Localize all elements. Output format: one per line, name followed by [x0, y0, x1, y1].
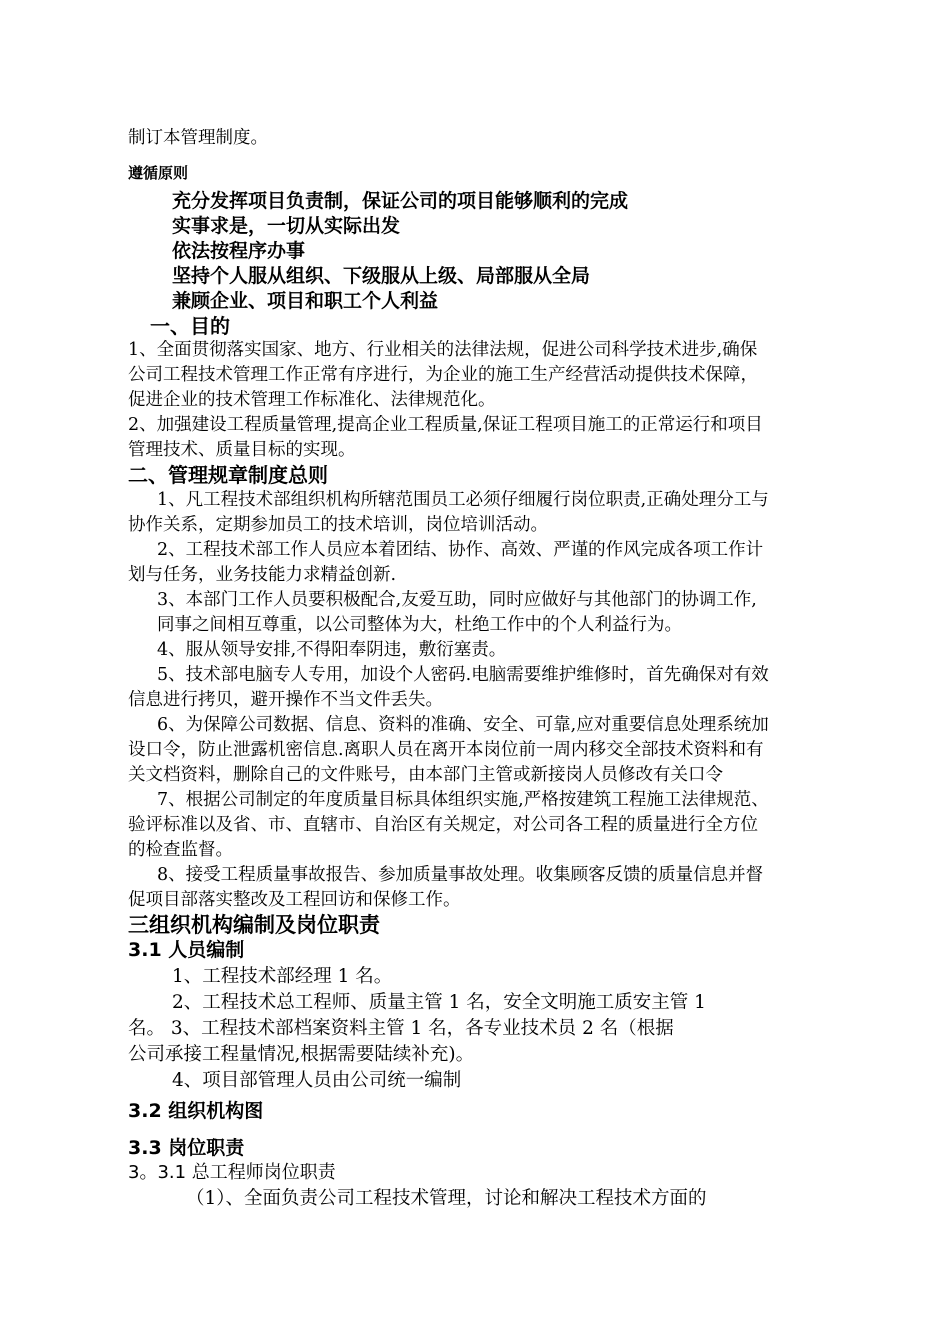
section2-line: 协作关系，定期参加员工的技术培训，岗位培训活动。 — [128, 515, 548, 535]
section1-line: 1、全面贯彻落实国家、地方、行业相关的法律法规，促进公司科学技术进步,确保 — [128, 340, 758, 360]
section2-line: 同事之间相互尊重，以公司整体为大，杜绝工作中的个人利益行为。 — [157, 615, 682, 635]
section3-3-1-item: 3。3.1 总工程师岗位职责 — [128, 1162, 336, 1183]
section2-line: 关文档资料，删除自己的文件账号，由本部门主管或新接岗人员修改有关口令 — [128, 765, 723, 785]
section2-line: 1、凡工程技术部组织机构所辖范围员工必须仔细履行岗位职责,正确处理分工与 — [157, 490, 769, 510]
section1-line: 促进企业的技术管理工作标准化、法律规范化。 — [128, 390, 496, 410]
section1-heading: 一、目的 — [150, 314, 230, 338]
section2-line: 4、服从领导安排,不得阳奉阴违，敷衍塞责。 — [157, 640, 507, 660]
section2-line: 划与任务，业务技能力求精益创新. — [128, 565, 397, 585]
staffing-line: 2、工程技术总工程师、质量主管 1 名，安全文明施工质安主管 1 — [172, 992, 706, 1013]
principle-item: 依法按程序办事 — [172, 240, 306, 262]
section1-line: 2、加强建设工程质量管理,提高企业工程质量,保证工程项目施工的正常运行和项目 — [128, 415, 763, 435]
section2-line: 验评标准以及省、市、直辖市、自治区有关规定，对公司各工程的质量进行全方位 — [128, 815, 758, 835]
section2-line: 设口令，防止泄露机密信息.离职人员在离开本岗位前一周内移交全部技术资料和有 — [128, 740, 764, 760]
principle-item: 坚持个人服从组织、下级服从上级、局部服从全局 — [172, 265, 591, 287]
section2-line: 7、根据公司制定的年度质量目标具体组织实施,严格按建筑工程施工法律规范、 — [157, 790, 769, 810]
staffing-line: 1、工程技术部经理 1 名。 — [172, 966, 393, 987]
staffing-line: 名。 3、工程技术部档案资料主管 1 名，各专业技术员 2 名（根据 — [128, 1018, 674, 1039]
section3-1-heading: 3.1 人员编制 — [128, 939, 245, 961]
section2-line: 3、本部门工作人员要积极配合,友爱互助，同时应做好与其他部门的协调工作, — [157, 590, 757, 610]
duty-line: （1）、全面负责公司工程技术管理，讨论和解决工程技术方面的 — [186, 1188, 707, 1209]
section1-line: 公司工程技术管理工作正常有序进行，为企业的施工生产经营活动提供技术保障， — [128, 365, 758, 385]
staffing-line: 4、项目部管理人员由公司统一编制 — [172, 1070, 462, 1091]
intro-text: 制订本管理制度。 — [128, 128, 268, 148]
section2-line: 2、工程技术部工作人员应本着团结、协作、高效、严谨的作风完成各项工作计 — [157, 540, 764, 560]
section2-line: 信息进行拷贝，避开操作不当文件丢失。 — [128, 690, 443, 710]
section3-3-heading: 3.3 岗位职责 — [128, 1137, 245, 1159]
section2-line: 促项目部落实整改及工程回访和保修工作。 — [128, 890, 461, 910]
section3-heading: 三组织机构编制及岗位职责 — [128, 913, 380, 937]
principle-item: 充分发挥项目负责制，保证公司的项目能够顺利的完成 — [172, 190, 629, 212]
section1-line: 管理技术、质量目标的实现。 — [128, 440, 356, 460]
principle-item: 实事求是，一切从实际出发 — [172, 215, 401, 237]
staffing-line: 公司承接工程量情况,根据需要陆续补充)。 — [128, 1044, 475, 1065]
principle-item: 兼顾企业、项目和职工个人利益 — [172, 290, 439, 312]
section3-2-heading: 3.2 组织机构图 — [128, 1100, 264, 1122]
principles-heading: 遵循原则 — [128, 164, 189, 182]
section2-line: 8、接受工程质量事故报告、参加质量事故处理。收集顾客反馈的质量信息并督 — [157, 865, 764, 885]
section2-heading: 二、管理规章制度总则 — [128, 463, 328, 487]
section2-line: 6、为保障公司数据、信息、资料的准确、安全、可靠,应对重要信息处理系统加 — [157, 715, 769, 735]
section2-line: 的检查监督。 — [128, 840, 233, 860]
section2-line: 5、技术部电脑专人专用，加设个人密码.电脑需要维护维修时，首先确保对有效 — [157, 665, 769, 685]
